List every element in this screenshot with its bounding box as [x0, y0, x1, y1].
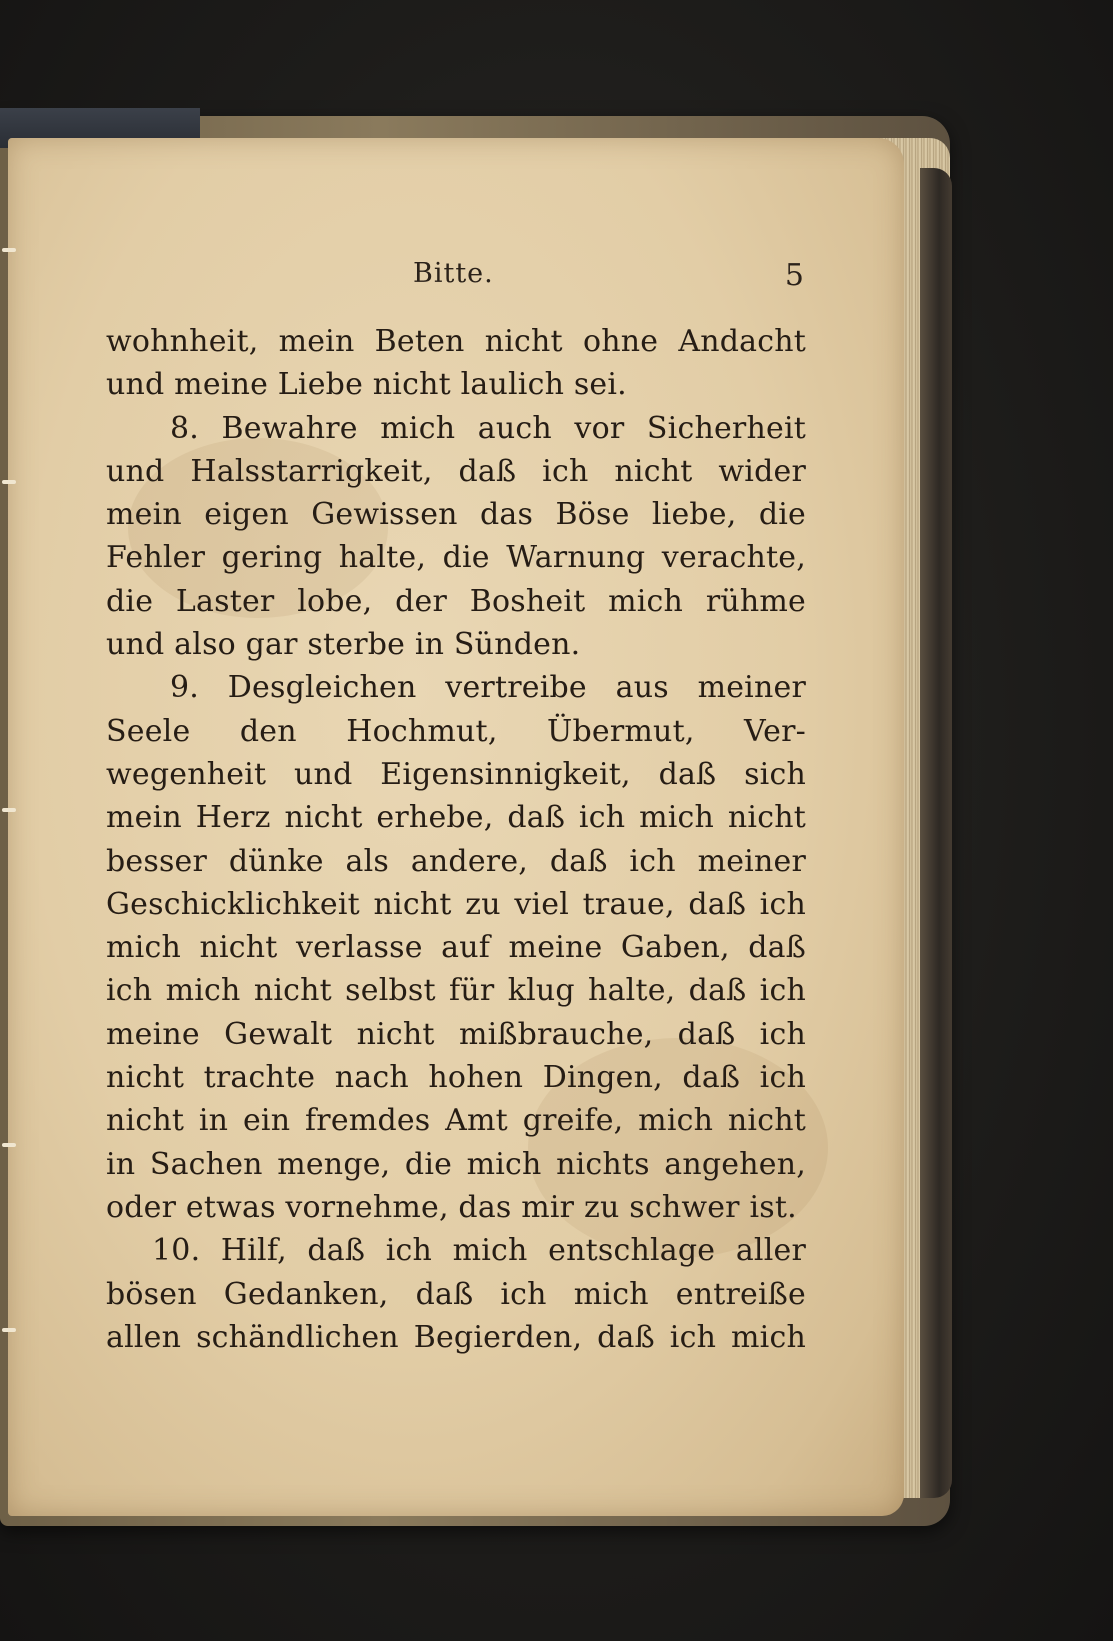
text-line: bösen Gedanken, daß ich mich entreiße — [106, 1276, 806, 1312]
text-line: oder etwas vornehme, das mir zu schwer ist. — [106, 1189, 797, 1225]
page-header — [108, 258, 804, 298]
cover-edge — [920, 168, 952, 1498]
text-line: mich nicht verlasse auf meine Gaben, daß — [106, 930, 806, 966]
text-line: 10. Hilf, daß ich mich entschlage aller — [152, 1233, 806, 1269]
text-line: 8. Bewahre mich auch vor Sicherheit — [170, 410, 806, 446]
binding-stitch — [2, 248, 16, 252]
text-line: meine Gewalt nicht mißbrauche, daß ich — [106, 1016, 806, 1052]
text-line: Fehler gering halte, die Warnung verachte, — [106, 540, 806, 576]
text-line: und Halsstarrigkeit, daß ich nicht wider — [106, 453, 806, 489]
text-line: wegenheit und Eigensinnigkeit, daß sich — [106, 756, 806, 792]
page-number: 5 — [784, 258, 804, 293]
binding-stitch — [2, 480, 16, 484]
text-line: nicht trachte nach hohen Dingen, daß ich — [106, 1060, 806, 1096]
text-line: und meine Liebe nicht laulich sei. — [106, 367, 627, 403]
text-line: besser dünke als andere, daß ich meiner — [106, 843, 806, 879]
text-line: Geschicklichkeit nicht zu viel traue, daß ich — [106, 886, 806, 922]
text-line: ich mich nicht selbst für klug halte, daß ich — [106, 973, 806, 1009]
binding-stitch — [2, 1328, 16, 1332]
text-line: allen schändlichen Begierden, daß ich mich — [106, 1319, 806, 1355]
body-text — [106, 320, 806, 1359]
text-line: mein eigen Gewissen das Böse liebe, die — [106, 497, 806, 533]
text-line: die Laster lobe, der Bosheit mich rühme — [106, 583, 806, 619]
text-line: und also gar sterbe in Sünden. — [106, 627, 581, 663]
book-page — [8, 138, 904, 1516]
binding-stitch — [2, 808, 16, 812]
open-book — [0, 108, 960, 1528]
text-line: in Sachen menge, die mich nichts angehen, — [106, 1146, 806, 1182]
text-line: Seele den Hochmut, Übermut, Ver- — [106, 713, 806, 749]
text-line: 9. Desgleichen vertreibe aus meiner — [170, 670, 806, 706]
binding-stitch — [2, 1143, 16, 1147]
text-line: wohnheit, mein Beten nicht ohne Andacht — [106, 324, 806, 359]
text-line: nicht in ein fremdes Amt greife, mich nicht — [106, 1103, 806, 1139]
running-head: Bitte. — [413, 258, 494, 289]
text-line: mein Herz nicht erhebe, daß ich mich nicht — [106, 800, 806, 836]
